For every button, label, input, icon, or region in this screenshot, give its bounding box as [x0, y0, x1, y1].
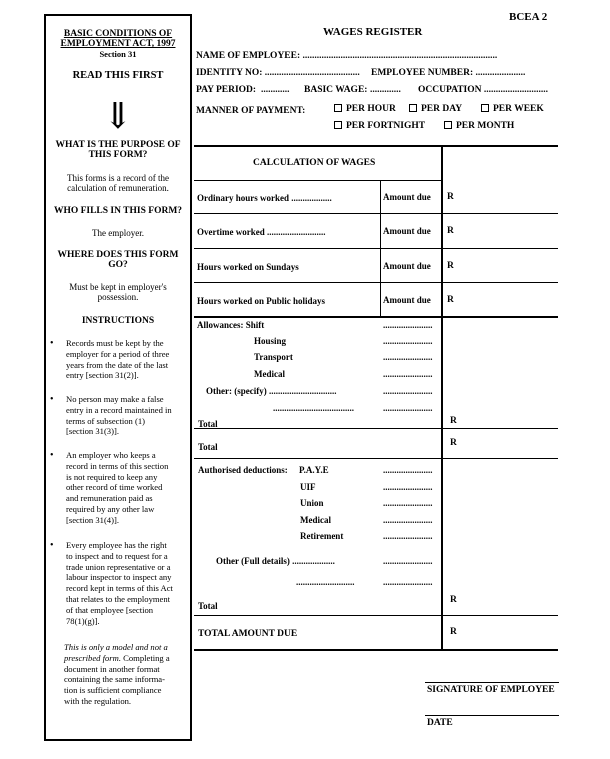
instruction-line: is not required to keep any [66, 471, 158, 482]
instruction-line: [section 31(4)]. [66, 514, 119, 525]
option-label: PER DAY [421, 104, 463, 114]
instruction-line: Records must be kept by the [66, 338, 164, 348]
instruction-2 [66, 394, 186, 437]
amount-due-label: Amount due [383, 261, 431, 271]
bullet-icon: • [50, 540, 54, 551]
shift-allowance-field[interactable]: ...................... [383, 320, 433, 330]
uif-label: UIF [300, 482, 316, 492]
instruction-4 [66, 540, 186, 626]
instructions-heading: INSTRUCTIONS [81, 316, 155, 326]
ordinary-hours-label[interactable]: Ordinary hours worked .................. [197, 193, 332, 203]
currency-symbol: R [447, 192, 454, 202]
model-note-emphasis: prescribed form. [64, 652, 121, 663]
instruction-line: required by any other law [66, 503, 155, 514]
medical-deduction-label: Medical [300, 515, 331, 525]
other-full-details-line-2[interactable]: .......................... [296, 577, 355, 587]
instruction-line: [section 31(3)]. [66, 426, 119, 437]
retirement-label: Retirement [300, 531, 344, 541]
amount-due-label: Amount due [383, 295, 431, 305]
employee-number-field[interactable]: EMPLOYEE NUMBER: ..................... [371, 68, 526, 78]
other-specify-field-2[interactable]: ...................... [383, 403, 433, 413]
currency-symbol: R [447, 261, 454, 271]
transport-field[interactable]: ...................... [383, 352, 433, 362]
instruction-line: and remuneration paid as [66, 493, 153, 504]
instruction-line: An employer who keeps a [66, 450, 156, 460]
medical-allowance-label: Medical [254, 369, 285, 379]
option-per-month[interactable] [444, 121, 514, 132]
public-holidays-label: Hours worked on Public holidays [197, 296, 326, 306]
checkbox-icon[interactable] [444, 121, 452, 129]
manner-of-payment-label: MANNER OF PAYMENT: [196, 106, 306, 116]
instruction-line: entry [section 31(2)]. [66, 370, 139, 381]
act-title-2: EMPLOYMENT ACT, 1997 [60, 39, 176, 49]
checkbox-icon[interactable] [334, 104, 342, 112]
option-label: PER WEEK [493, 104, 544, 114]
bullet-icon: • [50, 394, 54, 405]
table-rule [194, 282, 558, 283]
basic-wage-label: BASIC WAGE: [304, 85, 368, 95]
instruction-line: No person may make a false [66, 394, 164, 404]
instruction-line: record kept in terms of this Act [66, 583, 173, 594]
employee-name-field[interactable]: NAME OF EMPLOYEE: .................................................................................. [196, 51, 498, 61]
table-rule [194, 615, 558, 616]
down-arrow-icon: ⇓ [102, 96, 134, 136]
instruction-line: years from the date of the last [66, 359, 169, 370]
table-rule [194, 248, 558, 249]
form-code: BCEA 2 [509, 11, 548, 23]
deductions-label: Authorised deductions: [198, 465, 288, 475]
medical-deduction-field[interactable]: ...................... [383, 515, 433, 525]
currency-symbol: R [450, 416, 457, 426]
identity-number-field[interactable]: IDENTITY NO: ........................................ [196, 68, 360, 78]
medical-allowance-field[interactable]: ...................... [383, 369, 433, 379]
table-rule [194, 428, 558, 429]
other-full-details-field[interactable]: ...................... [383, 556, 433, 566]
option-per-fortnight[interactable] [334, 121, 425, 132]
table-rule [194, 213, 558, 214]
option-per-week[interactable] [481, 104, 544, 115]
other-full-details-field-2[interactable]: ...................... [383, 577, 433, 587]
amount-due-label: Amount due [383, 192, 431, 202]
instruction-line: other record of time worked [66, 482, 163, 493]
where-question-1: WHERE DOES THIS FORM [57, 250, 179, 260]
instruction-line: Every employee has the right [66, 540, 167, 550]
allowances-shift-label: Allowances: Shift [197, 320, 265, 330]
option-per-hour[interactable] [334, 104, 396, 115]
total-amount-due-label: TOTAL AMOUNT DUE [198, 629, 298, 639]
table-rule [194, 458, 558, 459]
currency-symbol: R [450, 595, 457, 605]
instruction-line: trade union representative or a [66, 561, 171, 572]
bullet-icon: • [50, 450, 54, 461]
paye-field[interactable]: ...................... [383, 465, 433, 475]
section-ref: Section 31 [99, 49, 137, 59]
transport-label: Transport [254, 352, 293, 362]
other-specify-field[interactable]: ...................... [383, 386, 433, 396]
other-full-details-label[interactable]: Other (Full details) ................... [216, 556, 335, 566]
instruction-3 [66, 450, 186, 526]
currency-symbol: R [450, 627, 457, 637]
purpose-question-1: WHAT IS THE PURPOSE OF [55, 140, 181, 150]
calculation-heading: CALCULATION OF WAGES [253, 158, 376, 168]
signature-of-employee-label: SIGNATURE OF EMPLOYEE [427, 685, 555, 695]
table-top-rule [194, 145, 558, 147]
instruction-line: to inspect and to request for a [66, 550, 168, 561]
date-line[interactable] [425, 715, 559, 716]
pay-period-field[interactable]: ............ [261, 85, 290, 95]
instruction-line: terms of subsection (1) [66, 415, 145, 426]
occupation-field[interactable]: OCCUPATION ........................... [418, 85, 549, 95]
where-question-2: GO? [108, 260, 128, 270]
where-answer-2: possession. [97, 292, 139, 302]
retirement-field[interactable]: ...................... [383, 531, 433, 541]
currency-symbol: R [447, 295, 454, 305]
model-note-line: containing the same informa- [64, 674, 165, 685]
checkbox-icon[interactable] [481, 104, 489, 112]
model-note-line: prescribed form. Completing a [64, 652, 170, 663]
instruction-line: 78(1)(g)]. [66, 615, 100, 626]
option-label: PER MONTH [456, 121, 515, 131]
checkbox-icon[interactable] [334, 121, 342, 129]
instruction-line: of that employee [section [66, 604, 154, 615]
purpose-answer-1: This forms is a record of the [67, 173, 169, 183]
who-question: WHO FILLS IN THIS FORM? [53, 206, 183, 216]
instruction-line: that relates to the employment [66, 593, 171, 604]
option-label: PER HOUR [346, 104, 396, 114]
table-rule [194, 316, 558, 318]
bullet-icon: • [50, 338, 54, 349]
model-note-line: This is only a model and not a [64, 642, 168, 652]
model-note-line: document in another format [64, 663, 160, 674]
other-specify-line-2[interactable]: .................................... [273, 403, 354, 413]
model-note [64, 642, 186, 707]
signature-line[interactable] [425, 682, 559, 683]
pay-period-label: PAY PERIOD: [196, 85, 257, 95]
where-answer-1: Must be kept in employer's [69, 282, 167, 292]
purpose-answer-2: calculation of remuneration. [67, 183, 169, 193]
housing-field[interactable]: ...................... [383, 336, 433, 346]
total-label: Total [198, 442, 218, 452]
who-answer: The employer. [92, 228, 144, 238]
instruction-line: labour inspector to inspect any [66, 572, 172, 583]
instruction-line: employer for a period of three [66, 348, 170, 359]
allowances-total-label: Total [198, 419, 218, 429]
table-rule [194, 180, 441, 181]
model-note-line: tion is sufficient compliance [64, 685, 162, 696]
table-bottom-rule [194, 649, 558, 651]
read-first-heading: READ THIS FIRST [72, 70, 164, 81]
option-per-day[interactable] [409, 104, 462, 115]
form-title: WAGES REGISTER [323, 26, 423, 38]
instruction-line: entry in a record maintained in [66, 404, 172, 415]
currency-symbol: R [447, 226, 454, 236]
purpose-question-2: THIS FORM? [88, 150, 148, 160]
option-label: PER FORTNIGHT [346, 121, 426, 131]
currency-symbol: R [450, 438, 457, 448]
union-label: Union [300, 498, 324, 508]
basic-wage-field[interactable]: ............. [370, 85, 401, 95]
paye-label: P.A.Y.E [299, 465, 329, 475]
checkbox-icon[interactable] [409, 104, 417, 112]
union-field[interactable]: ...................... [383, 498, 433, 508]
housing-label: Housing [254, 336, 287, 346]
sundays-label: Hours worked on Sundays [197, 262, 299, 272]
date-label: DATE [427, 718, 453, 728]
amount-due-label: Amount due [383, 226, 431, 236]
act-title-1: BASIC CONDITIONS OF [63, 29, 173, 39]
table-column-divider [441, 145, 443, 649]
uif-field[interactable]: ...................... [383, 482, 433, 492]
overtime-label[interactable]: Overtime worked .......................... [197, 227, 326, 237]
instructions-sidebar [44, 14, 192, 741]
model-note-line: with the regulation. [64, 695, 132, 706]
instruction-1 [66, 338, 186, 381]
instruction-line: record in terms of this section [66, 460, 169, 471]
deductions-total-label: Total [198, 601, 218, 611]
other-specify-label[interactable]: Other: (specify) .............................. [206, 386, 337, 396]
